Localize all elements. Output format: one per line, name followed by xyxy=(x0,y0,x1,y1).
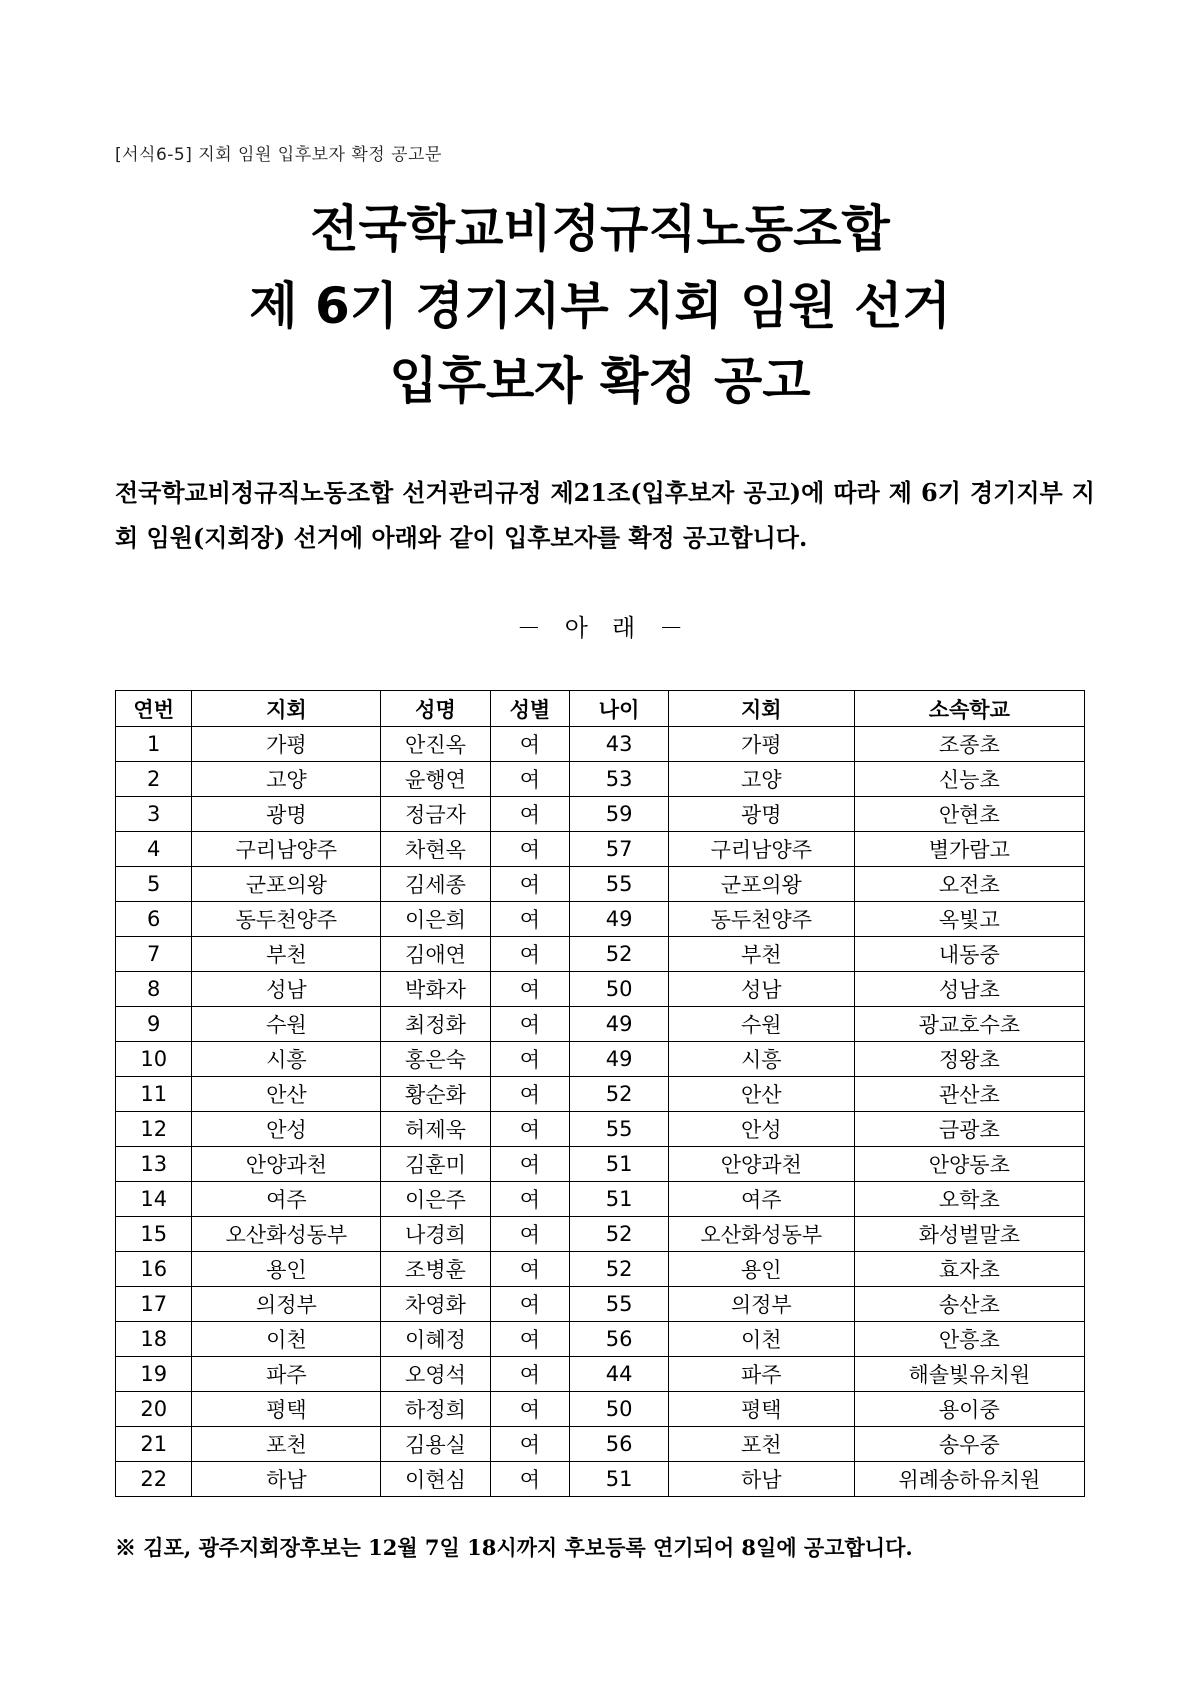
cell-branch: 이천 xyxy=(192,1322,381,1357)
cell-number: 9 xyxy=(116,1007,192,1042)
col-header-gender: 성별 xyxy=(490,691,570,727)
cell-number: 2 xyxy=(116,762,192,797)
table-row xyxy=(116,797,1085,832)
cell-number: 21 xyxy=(116,1427,192,1462)
cell-branch-affiliation: 안산 xyxy=(668,1077,854,1112)
cell-name: 김애연 xyxy=(381,937,490,972)
cell-age: 49 xyxy=(570,1007,669,1042)
cell-branch-affiliation: 용인 xyxy=(668,1252,854,1287)
title-election-name: 제 6기 경기지부 지회 임원 선거 xyxy=(249,277,951,335)
cell-school: 효자초 xyxy=(854,1252,1084,1287)
cell-branch-affiliation: 수원 xyxy=(668,1007,854,1042)
cell-gender: 여 xyxy=(490,727,570,762)
cell-age: 59 xyxy=(570,797,669,832)
cell-name: 김세종 xyxy=(381,867,490,902)
cell-name: 이은희 xyxy=(381,902,490,937)
table-row xyxy=(116,1147,1085,1182)
cell-gender: 여 xyxy=(490,1427,570,1462)
cell-age: 51 xyxy=(570,1182,669,1217)
col-header-school: 소속학교 xyxy=(854,691,1084,727)
cell-name: 황순화 xyxy=(381,1077,490,1112)
cell-branch: 안양과천 xyxy=(192,1147,381,1182)
table-row xyxy=(116,937,1085,972)
cell-branch: 평택 xyxy=(192,1392,381,1427)
cell-number: 7 xyxy=(116,937,192,972)
cell-school: 조종초 xyxy=(854,727,1084,762)
cell-branch: 포천 xyxy=(192,1427,381,1462)
table-row xyxy=(116,1042,1085,1077)
cell-gender: 여 xyxy=(490,1007,570,1042)
cell-school: 해솔빛유치원 xyxy=(854,1357,1084,1392)
cell-age: 50 xyxy=(570,1392,669,1427)
section-marker: － 아 래 － xyxy=(516,614,684,642)
table-row xyxy=(116,902,1085,937)
cell-gender: 여 xyxy=(490,867,570,902)
cell-branch-affiliation: 부천 xyxy=(668,937,854,972)
cell-name: 김훈미 xyxy=(381,1147,490,1182)
cell-school: 안흥초 xyxy=(854,1322,1084,1357)
col-header-number: 연번 xyxy=(116,691,192,727)
cell-number: 16 xyxy=(116,1252,192,1287)
cell-school: 정왕초 xyxy=(854,1042,1084,1077)
cell-branch: 여주 xyxy=(192,1182,381,1217)
cell-age: 52 xyxy=(570,1217,669,1252)
cell-gender: 여 xyxy=(490,1357,570,1392)
cell-age: 56 xyxy=(570,1322,669,1357)
cell-branch-affiliation: 의정부 xyxy=(668,1287,854,1322)
cell-branch-affiliation: 시흥 xyxy=(668,1042,854,1077)
cell-name: 허제욱 xyxy=(381,1112,490,1147)
cell-gender: 여 xyxy=(490,1252,570,1287)
table-row xyxy=(116,1077,1085,1112)
cell-age: 52 xyxy=(570,1077,669,1112)
cell-gender: 여 xyxy=(490,902,570,937)
table-row xyxy=(116,727,1085,762)
cell-name: 조병훈 xyxy=(381,1252,490,1287)
cell-school: 화성벌말초 xyxy=(854,1217,1084,1252)
cell-school: 위례송하유치원 xyxy=(854,1462,1084,1497)
table-row xyxy=(116,762,1085,797)
cell-school: 송우중 xyxy=(854,1427,1084,1462)
cell-name: 하정희 xyxy=(381,1392,490,1427)
cell-branch-affiliation: 포천 xyxy=(668,1427,854,1462)
cell-school: 금광초 xyxy=(854,1112,1084,1147)
cell-school: 신능초 xyxy=(854,762,1084,797)
cell-age: 53 xyxy=(570,762,669,797)
table-row xyxy=(116,1322,1085,1357)
cell-branch-affiliation: 동두천양주 xyxy=(668,902,854,937)
cell-branch: 안성 xyxy=(192,1112,381,1147)
table-row xyxy=(116,867,1085,902)
col-header-name: 성명 xyxy=(381,691,490,727)
cell-number: 6 xyxy=(116,902,192,937)
cell-age: 52 xyxy=(570,937,669,972)
cell-school: 용이중 xyxy=(854,1392,1084,1427)
cell-branch: 군포의왕 xyxy=(192,867,381,902)
cell-branch: 동두천양주 xyxy=(192,902,381,937)
cell-branch-affiliation: 광명 xyxy=(668,797,854,832)
cell-branch-affiliation: 가평 xyxy=(668,727,854,762)
cell-branch: 시흥 xyxy=(192,1042,381,1077)
cell-branch-affiliation: 이천 xyxy=(668,1322,854,1357)
cell-gender: 여 xyxy=(490,1182,570,1217)
col-header-age: 나이 xyxy=(570,691,669,727)
cell-gender: 여 xyxy=(490,1287,570,1322)
cell-branch: 용인 xyxy=(192,1252,381,1287)
cell-school: 안양동초 xyxy=(854,1147,1084,1182)
cell-number: 14 xyxy=(116,1182,192,1217)
cell-name: 최정화 xyxy=(381,1007,490,1042)
cell-school: 광교호수초 xyxy=(854,1007,1084,1042)
cell-name: 윤행연 xyxy=(381,762,490,797)
cell-number: 17 xyxy=(116,1287,192,1322)
cell-branch: 수원 xyxy=(192,1007,381,1042)
cell-branch: 하남 xyxy=(192,1462,381,1497)
cell-name: 이혜정 xyxy=(381,1322,490,1357)
cell-number: 18 xyxy=(116,1322,192,1357)
intro-paragraph: 전국학교비정규직노동조합 선거관리규정 제21조(입후보자 공고)에 따라 제 6기 경기지부 지회 임원(지회장) 선거에 아래와 같이 입후보자를 확정 공고합니다. xyxy=(115,478,1095,552)
cell-number: 3 xyxy=(116,797,192,832)
cell-school: 내동중 xyxy=(854,937,1084,972)
table-row xyxy=(116,1252,1085,1287)
cell-age: 51 xyxy=(570,1147,669,1182)
cell-school: 별가람고 xyxy=(854,832,1084,867)
table-row xyxy=(116,1182,1085,1217)
cell-branch: 가평 xyxy=(192,727,381,762)
cell-gender: 여 xyxy=(490,1077,570,1112)
cell-school: 성남초 xyxy=(854,972,1084,1007)
cell-name: 정금자 xyxy=(381,797,490,832)
title-notice-name: 입후보자 확정 공고 xyxy=(389,352,811,410)
cell-branch-affiliation: 군포의왕 xyxy=(668,867,854,902)
cell-school: 송산초 xyxy=(854,1287,1084,1322)
cell-age: 55 xyxy=(570,1287,669,1322)
cell-name: 이현심 xyxy=(381,1462,490,1497)
cell-gender: 여 xyxy=(490,762,570,797)
table-row xyxy=(116,1427,1085,1462)
cell-branch: 성남 xyxy=(192,972,381,1007)
cell-branch-affiliation: 안성 xyxy=(668,1112,854,1147)
cell-branch: 광명 xyxy=(192,797,381,832)
table-row xyxy=(116,832,1085,867)
cell-branch: 의정부 xyxy=(192,1287,381,1322)
cell-branch-affiliation: 구리남양주 xyxy=(668,832,854,867)
cell-age: 55 xyxy=(570,1112,669,1147)
cell-gender: 여 xyxy=(490,1042,570,1077)
table-row xyxy=(116,1392,1085,1427)
cell-number: 4 xyxy=(116,832,192,867)
cell-gender: 여 xyxy=(490,1322,570,1357)
cell-gender: 여 xyxy=(490,1462,570,1497)
form-label: [서식6-5] 지회 임원 입후보자 확정 공고문 xyxy=(115,145,442,165)
cell-school: 오학초 xyxy=(854,1182,1084,1217)
cell-school: 옥빛고 xyxy=(854,902,1084,937)
cell-branch: 파주 xyxy=(192,1357,381,1392)
cell-branch-affiliation: 오산화성동부 xyxy=(668,1217,854,1252)
cell-school: 안현초 xyxy=(854,797,1084,832)
table-row xyxy=(116,1112,1085,1147)
footnote: ※ 김포, 광주지회장후보는 12월 7일 18시까지 후보등록 연기되어 8일에 공고합니다. xyxy=(115,1535,913,1560)
cell-number: 15 xyxy=(116,1217,192,1252)
cell-branch-affiliation: 평택 xyxy=(668,1392,854,1427)
cell-name: 안진옥 xyxy=(381,727,490,762)
cell-branch: 고양 xyxy=(192,762,381,797)
cell-gender: 여 xyxy=(490,797,570,832)
table-row xyxy=(116,1357,1085,1392)
cell-number: 1 xyxy=(116,727,192,762)
cell-number: 20 xyxy=(116,1392,192,1427)
cell-age: 51 xyxy=(570,1462,669,1497)
cell-age: 55 xyxy=(570,867,669,902)
table-row xyxy=(116,972,1085,1007)
cell-gender: 여 xyxy=(490,1147,570,1182)
cell-age: 49 xyxy=(570,902,669,937)
cell-name: 김용실 xyxy=(381,1427,490,1462)
cell-school: 관산초 xyxy=(854,1077,1084,1112)
cell-age: 43 xyxy=(570,727,669,762)
table-header-row xyxy=(116,691,1085,727)
cell-age: 49 xyxy=(570,1042,669,1077)
cell-age: 44 xyxy=(570,1357,669,1392)
title-union-name: 전국학교비정규직노동조합 xyxy=(310,200,890,258)
cell-age: 52 xyxy=(570,1252,669,1287)
table-row xyxy=(116,1007,1085,1042)
cell-number: 22 xyxy=(116,1462,192,1497)
cell-gender: 여 xyxy=(490,937,570,972)
col-header-branch: 지회 xyxy=(192,691,381,727)
cell-age: 57 xyxy=(570,832,669,867)
cell-name: 나경희 xyxy=(381,1217,490,1252)
cell-age: 50 xyxy=(570,972,669,1007)
cell-name: 오영석 xyxy=(381,1357,490,1392)
cell-branch: 오산화성동부 xyxy=(192,1217,381,1252)
table-row xyxy=(116,1287,1085,1322)
cell-name: 이은주 xyxy=(381,1182,490,1217)
cell-number: 12 xyxy=(116,1112,192,1147)
cell-number: 5 xyxy=(116,867,192,902)
cell-branch-affiliation: 하남 xyxy=(668,1462,854,1497)
cell-gender: 여 xyxy=(490,1217,570,1252)
cell-age: 56 xyxy=(570,1427,669,1462)
cell-branch: 안산 xyxy=(192,1077,381,1112)
cell-number: 10 xyxy=(116,1042,192,1077)
table-row xyxy=(116,1462,1085,1497)
cell-number: 8 xyxy=(116,972,192,1007)
cell-name: 홍은숙 xyxy=(381,1042,490,1077)
candidate-table xyxy=(115,690,1085,1497)
cell-number: 13 xyxy=(116,1147,192,1182)
cell-name: 차영화 xyxy=(381,1287,490,1322)
cell-branch-affiliation: 고양 xyxy=(668,762,854,797)
cell-branch: 구리남양주 xyxy=(192,832,381,867)
cell-gender: 여 xyxy=(490,1392,570,1427)
table-row xyxy=(116,1217,1085,1252)
cell-branch: 부천 xyxy=(192,937,381,972)
cell-gender: 여 xyxy=(490,1112,570,1147)
cell-branch-affiliation: 파주 xyxy=(668,1357,854,1392)
col-header-branch-affiliation: 지회 xyxy=(668,691,854,727)
cell-name: 박화자 xyxy=(381,972,490,1007)
cell-gender: 여 xyxy=(490,972,570,1007)
cell-branch-affiliation: 성남 xyxy=(668,972,854,1007)
cell-branch-affiliation: 안양과천 xyxy=(668,1147,854,1182)
cell-school: 오전초 xyxy=(854,867,1084,902)
cell-gender: 여 xyxy=(490,832,570,867)
table-body xyxy=(116,727,1085,1497)
cell-number: 19 xyxy=(116,1357,192,1392)
cell-branch-affiliation: 여주 xyxy=(668,1182,854,1217)
cell-number: 11 xyxy=(116,1077,192,1112)
cell-name: 차현옥 xyxy=(381,832,490,867)
